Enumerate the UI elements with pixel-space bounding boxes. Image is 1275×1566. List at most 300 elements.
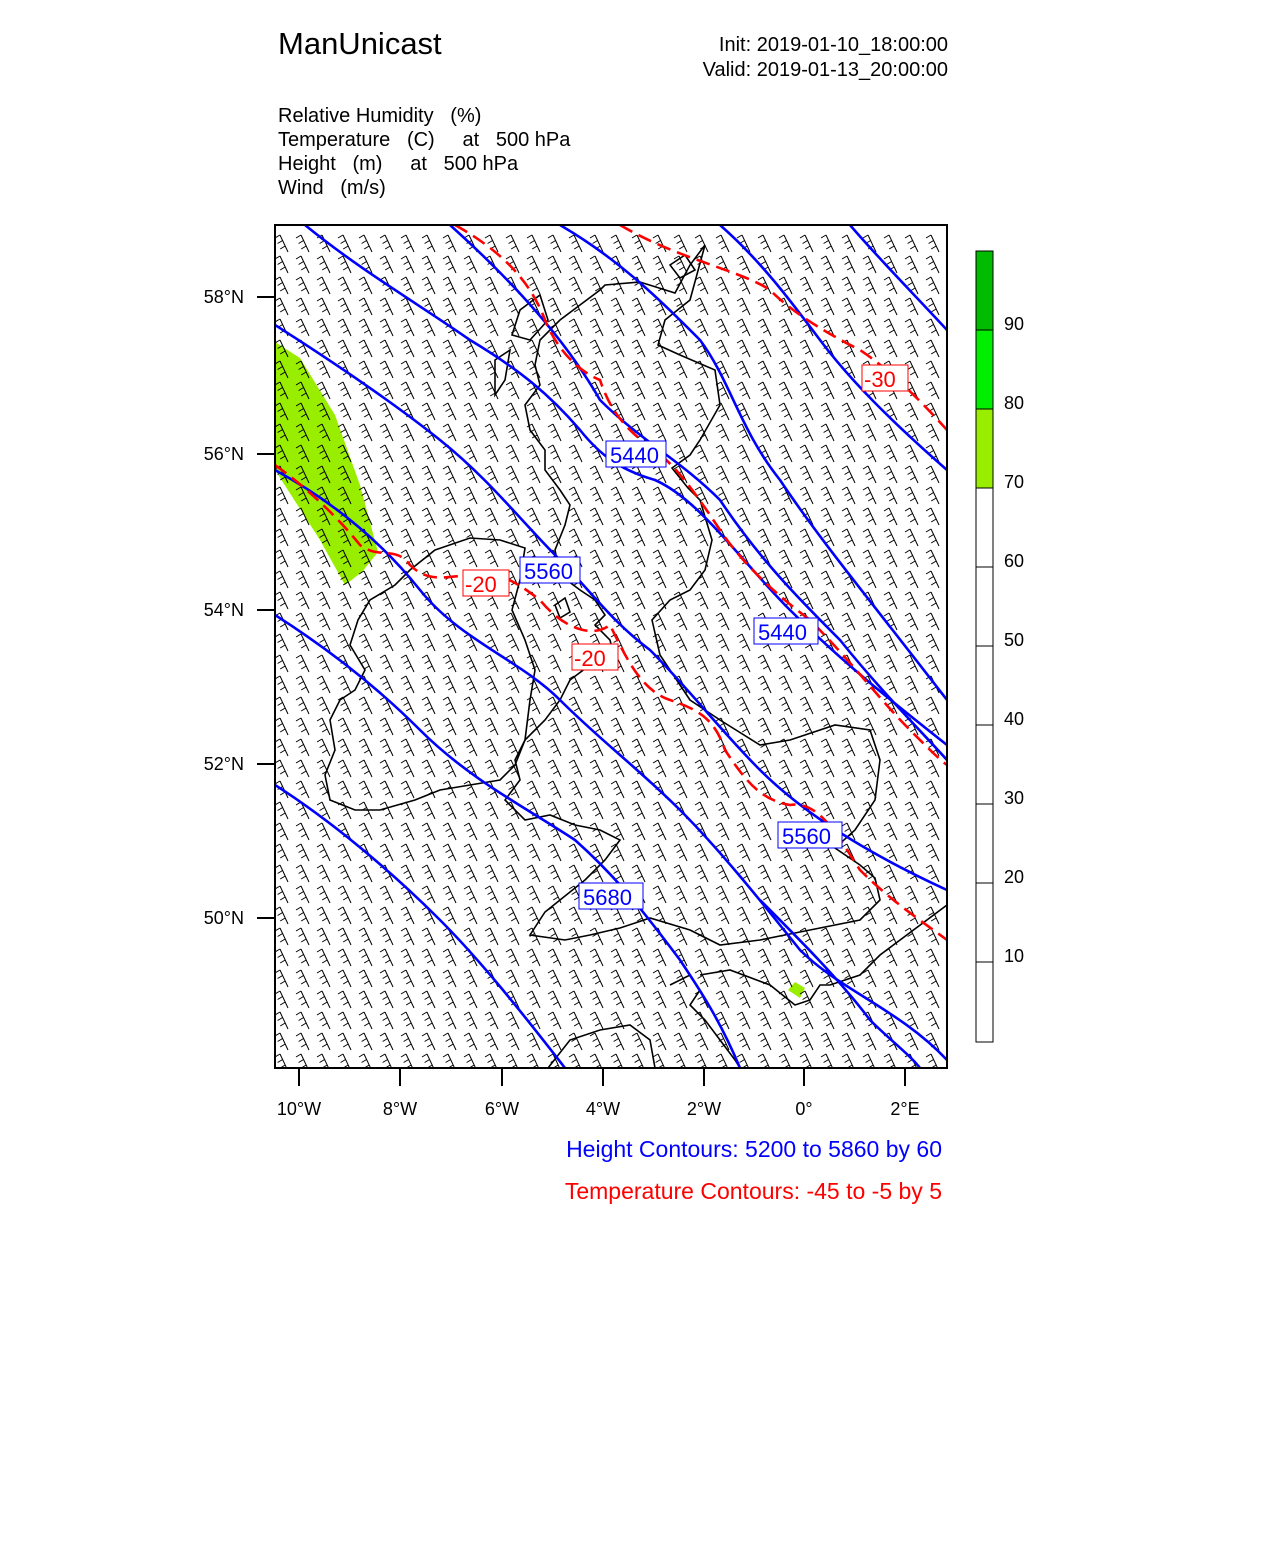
lat-tick-label: 50°N [203, 908, 244, 928]
wind-barb-icon [926, 886, 939, 903]
wind-barb-icon [737, 676, 750, 693]
wind-barb-icon [317, 676, 330, 693]
wind-barb-icon [443, 256, 456, 273]
wind-barb-icon [611, 760, 624, 777]
wind-barb-icon [737, 1033, 750, 1050]
wind-barb-icon [380, 802, 393, 819]
wind-barb-icon [737, 781, 750, 798]
wind-barb-icon [338, 970, 351, 987]
wind-barb-icon [485, 424, 498, 441]
wind-barb-icon [716, 466, 729, 483]
wind-barb-icon [317, 844, 330, 861]
wind-barb-icon [296, 886, 309, 903]
wind-barb-icon [422, 277, 435, 294]
wind-barb-icon [275, 529, 288, 546]
wind-barb-icon [800, 256, 813, 273]
wind-barb-icon [338, 928, 351, 945]
wind-barb-icon [317, 886, 330, 903]
lon-tick-label: 2°W [686, 1099, 722, 1119]
wind-barb-icon [653, 634, 666, 651]
wind-barb-icon [401, 1012, 414, 1029]
wind-barb-icon [611, 382, 624, 399]
wind-barb-icon [401, 865, 414, 882]
wind-barb-icon [401, 613, 414, 630]
wind-barb-icon [422, 760, 435, 777]
field-unit: (m) [352, 153, 383, 175]
wind-barb-icon [506, 487, 519, 504]
wind-barb-icon [296, 319, 309, 336]
wind-barb-icon [590, 298, 603, 315]
wind-barb-icon [527, 865, 540, 882]
wind-barb-icon [380, 613, 393, 630]
wind-barb-icon [653, 802, 666, 819]
wind-barb-icon [569, 802, 582, 819]
colorbar-label: 20 [1004, 867, 1025, 887]
wind-barb-icon [485, 676, 498, 693]
wind-barb-icon [275, 508, 288, 525]
wind-barb-icon [716, 298, 729, 315]
wind-barb-icon [443, 844, 456, 861]
wind-barb-icon [674, 949, 687, 966]
wind-barb-icon [548, 256, 561, 273]
wind-barb-icon [884, 781, 897, 798]
wind-barb-icon [380, 592, 393, 609]
wind-barb-icon [863, 277, 876, 294]
wind-barb-icon [590, 760, 603, 777]
wind-barb-icon [632, 970, 645, 987]
wind-barb-icon [485, 949, 498, 966]
wind-barb-icon [821, 256, 834, 273]
wind-barb-icon [443, 1012, 456, 1029]
wind-barb-icon [821, 1012, 834, 1029]
wind-barb-icon [926, 613, 939, 630]
wind-barb-icon [359, 319, 372, 336]
wind-barb-icon [800, 1012, 813, 1029]
wind-barb-icon [464, 865, 477, 882]
wind-barb-icon [779, 403, 792, 420]
wind-barb-icon [758, 844, 771, 861]
wind-barb-icon [506, 718, 519, 735]
wind-barb-icon [422, 928, 435, 945]
wind-barb-icon [695, 739, 708, 756]
wind-barb-icon [611, 718, 624, 735]
height-label: 5680 [583, 885, 632, 910]
wind-barb-icon [275, 991, 288, 1008]
wind-barb-icon [842, 697, 855, 714]
wind-barb-icon [275, 1012, 288, 1029]
wind-barb-icon [842, 781, 855, 798]
wind-barb-icon [590, 823, 603, 840]
wind-barb-icon [758, 382, 771, 399]
wind-barb-icon [401, 655, 414, 672]
wind-barb-icon [905, 592, 918, 609]
wind-barb-icon [359, 781, 372, 798]
wind-barb-icon [842, 403, 855, 420]
wind-barb-icon [380, 739, 393, 756]
wind-barb-icon [443, 424, 456, 441]
wind-barb-icon [569, 970, 582, 987]
wind-barb-icon [779, 235, 792, 252]
wind-barb-icon [401, 802, 414, 819]
wind-barb-icon [758, 823, 771, 840]
wind-barb-icon [275, 676, 288, 693]
wind-barb-icon [464, 844, 477, 861]
wind-barb-icon [443, 865, 456, 882]
wind-barb-icon [926, 991, 939, 1008]
wind-barb-icon [464, 445, 477, 462]
wind-barb-icon [653, 424, 666, 441]
wind-barb-icon [275, 550, 288, 567]
wind-barb-icon [401, 256, 414, 273]
wind-barb-icon [548, 277, 561, 294]
wind-barb-icon [401, 445, 414, 462]
wind-barb-icon [464, 424, 477, 441]
wind-barb-icon [821, 235, 834, 252]
wind-barb-icon [863, 886, 876, 903]
wind-barb-icon [380, 445, 393, 462]
wind-barb-icon [821, 886, 834, 903]
wind-barb-icon [548, 907, 561, 924]
wind-barb-icon [737, 340, 750, 357]
wind-barb-icon [590, 1012, 603, 1029]
wind-barb-icon [401, 949, 414, 966]
wind-barb-icon [569, 991, 582, 1008]
wind-barb-icon [905, 844, 918, 861]
wind-barb-icon [632, 718, 645, 735]
lon-tick-label: 4°W [585, 1099, 621, 1119]
wind-barb-icon [380, 676, 393, 693]
wind-barb-icon [359, 907, 372, 924]
colorbar-bin [976, 330, 993, 409]
wind-barb-icon [842, 676, 855, 693]
wind-barb-icon [485, 655, 498, 672]
wind-barb-icon [821, 571, 834, 588]
wind-barb-icon [653, 487, 666, 504]
wind-barb-icon [758, 487, 771, 504]
wind-barb-icon [674, 865, 687, 882]
wind-barb-icon [548, 235, 561, 252]
latitude-axis [257, 297, 275, 918]
wind-barb-icon [338, 760, 351, 777]
valid-time: 2019-01-13_20:00:00 [756, 59, 948, 81]
wind-barb-icon [842, 928, 855, 945]
model-name: ManUnicast [278, 26, 442, 61]
wind-barb-icon [569, 781, 582, 798]
wind-barb-icon [821, 487, 834, 504]
wind-barb-icon [443, 907, 456, 924]
wind-barb-icon [506, 739, 519, 756]
wind-barb-icon [359, 928, 372, 945]
coast-orkney [670, 255, 695, 278]
wind-barb-icon [296, 676, 309, 693]
wind-barb-icon [632, 781, 645, 798]
wind-barb-icon [821, 529, 834, 546]
wind-barb-icon [443, 970, 456, 987]
wind-barb-icon [527, 634, 540, 651]
wind-barb-icon [674, 739, 687, 756]
wind-barb-icon [842, 739, 855, 756]
wind-barb-icon [443, 361, 456, 378]
wind-barb-icon [548, 991, 561, 1008]
wind-barb-icon [926, 424, 939, 441]
wind-barb-icon [464, 928, 477, 945]
wind-barb-icon [485, 1012, 498, 1029]
wind-barb-icon [653, 571, 666, 588]
wind-barb-icon [485, 487, 498, 504]
wind-barb-icon [422, 340, 435, 357]
wind-barb-icon [905, 340, 918, 357]
wind-barb-icon [800, 676, 813, 693]
wind-barb-icon [401, 340, 414, 357]
wind-barb-icon [716, 928, 729, 945]
wind-barb-icon [359, 718, 372, 735]
wind-barb-icon [464, 361, 477, 378]
wind-barb-icon [884, 592, 897, 609]
height-contour [275, 470, 947, 1060]
wind-barb-icon [800, 403, 813, 420]
wind-barb-icon [653, 676, 666, 693]
wind-barb-icon [884, 991, 897, 1008]
wind-barb-icon [380, 928, 393, 945]
wind-barb-icon [884, 466, 897, 483]
wind-barb-icon [296, 550, 309, 567]
wind-barb-icon [695, 907, 708, 924]
wind-barb-icon [338, 844, 351, 861]
wind-barb-icon [884, 655, 897, 672]
wind-barb-icon [422, 634, 435, 651]
wind-barb-icon [380, 466, 393, 483]
wind-barb-icon [653, 361, 666, 378]
wind-barb-icon [401, 676, 414, 693]
wind-barb-icon [653, 886, 666, 903]
height-label: 5560 [782, 824, 831, 849]
wind-barb-icon [800, 550, 813, 567]
temperature-label: -30 [864, 367, 896, 392]
wind-barb-icon [401, 382, 414, 399]
wind-barb-icon [800, 655, 813, 672]
wind-barb-icon [485, 760, 498, 777]
wind-barb-icon [905, 655, 918, 672]
wind-barb-icon [821, 277, 834, 294]
colorbar-bin [976, 251, 993, 330]
wind-barb-icon [695, 676, 708, 693]
wind-barb-icon [611, 235, 624, 252]
wind-barb-icon [695, 1033, 708, 1050]
wind-barb-icon [359, 634, 372, 651]
wind-barb-icon [401, 550, 414, 567]
wind-barb-icon [800, 907, 813, 924]
wind-barb-icon [338, 718, 351, 735]
wind-barb-icon [695, 319, 708, 336]
height-label: 5440 [758, 620, 807, 645]
wind-barb-icon [653, 991, 666, 1008]
wind-barb-icon [926, 319, 939, 336]
wind-barb-icon [275, 298, 288, 315]
wind-barb-icon [590, 991, 603, 1008]
wind-barb-icon [695, 298, 708, 315]
wind-barb-icon [527, 319, 540, 336]
wind-barb-icon [905, 529, 918, 546]
wind-barb-icon [548, 298, 561, 315]
wind-barb-icon [569, 382, 582, 399]
wind-barb-icon [695, 781, 708, 798]
wind-barb-icon [569, 403, 582, 420]
wind-barb-icon [695, 403, 708, 420]
init-label: Init: [718, 34, 752, 56]
wind-barb-icon [359, 970, 372, 987]
wind-barb-icon [674, 529, 687, 546]
wind-barb-icon [422, 235, 435, 252]
wind-barb-icon [674, 424, 687, 441]
wind-barb-icon [401, 844, 414, 861]
wind-barb-icon [821, 403, 834, 420]
wind-barb-icon [548, 844, 561, 861]
wind-barb-icon [317, 949, 330, 966]
wind-barb-icon [506, 970, 519, 987]
wind-barb-icon [884, 676, 897, 693]
wind-barb-icon [611, 592, 624, 609]
wind-barb-icon [506, 424, 519, 441]
wind-barb-icon [380, 319, 393, 336]
wind-barb-icon [905, 970, 918, 987]
wind-barb-icon [821, 445, 834, 462]
wind-barb-icon [443, 550, 456, 567]
wind-barb-icon [380, 991, 393, 1008]
wind-barb-icon [632, 592, 645, 609]
wind-barb-icon [779, 886, 792, 903]
wind-barb-icon [296, 823, 309, 840]
wind-barb-icon [275, 655, 288, 672]
wind-barb-icon [506, 382, 519, 399]
wind-barb-icon [716, 886, 729, 903]
wind-barb-icon [674, 970, 687, 987]
wind-barb-icon [926, 1012, 939, 1029]
wind-barb-icon [527, 970, 540, 987]
wind-barb-icon [380, 970, 393, 987]
wind-barb-icon [674, 823, 687, 840]
wind-barb-icon [485, 739, 498, 756]
wind-barb-icon [884, 298, 897, 315]
wind-barb-icon [380, 256, 393, 273]
wind-barb-icon [464, 823, 477, 840]
wind-barb-icon [506, 634, 519, 651]
wind-barb-icon [464, 403, 477, 420]
wind-barb-icon [443, 298, 456, 315]
wind-barb-icon [359, 445, 372, 462]
wind-barb-icon [569, 760, 582, 777]
wind-barb-icon [485, 319, 498, 336]
wind-barb-icon [884, 907, 897, 924]
wind-barb-icon [863, 550, 876, 567]
field-level: at 500 hPa [410, 153, 519, 175]
wind-barb-icon [464, 487, 477, 504]
wind-barb-icon [506, 1033, 519, 1050]
wind-barb-icon [401, 781, 414, 798]
wind-barb-icon [884, 340, 897, 357]
wind-barb-icon [653, 865, 666, 882]
wind-barb-icon [485, 508, 498, 525]
wind-barb-icon [380, 361, 393, 378]
wind-barb-icon [485, 403, 498, 420]
wind-barb-icon [359, 403, 372, 420]
wind-barb-icon [611, 928, 624, 945]
wind-barb-icon [443, 235, 456, 252]
wind-barb-icon [674, 928, 687, 945]
wind-barb-icon [863, 718, 876, 735]
wind-barb-icon [380, 844, 393, 861]
wind-barb-icon [695, 382, 708, 399]
wind-barb-icon [422, 403, 435, 420]
wind-barb-icon [338, 613, 351, 630]
wind-barb-icon [380, 340, 393, 357]
wind-barb-icon [317, 655, 330, 672]
wind-barb-icon [401, 235, 414, 252]
wind-barb-icon [527, 613, 540, 630]
field-name: Temperature [278, 129, 391, 151]
wind-barb-icon [380, 907, 393, 924]
wind-barb-icon [296, 235, 309, 252]
wind-barb-icon [821, 382, 834, 399]
wind-barb-icon [443, 466, 456, 483]
wind-barb-icon [842, 508, 855, 525]
wind-barb-icon [884, 235, 897, 252]
wind-barb-icon [317, 928, 330, 945]
wind-barb-icon [380, 760, 393, 777]
wind-barb-icon [926, 571, 939, 588]
wind-barb-icon [590, 676, 603, 693]
wind-barb-icon [842, 298, 855, 315]
wind-barb-icon [758, 739, 771, 756]
wind-barb-icon [695, 718, 708, 735]
wind-barb-icon [359, 466, 372, 483]
wind-barb-icon [611, 844, 624, 861]
wind-barb-icon [779, 424, 792, 441]
wind-barb-icon [338, 676, 351, 693]
wind-barb-icon [653, 1012, 666, 1029]
wind-barb-icon [548, 508, 561, 525]
wind-barb-icon [632, 739, 645, 756]
wind-barb-icon [506, 466, 519, 483]
longitude-axis [299, 1068, 905, 1086]
wind-barb-icon [926, 949, 939, 966]
lat-tick-label: 56°N [203, 444, 244, 464]
wind-barb-icon [548, 760, 561, 777]
wind-barb-icon [338, 781, 351, 798]
wind-barb-icon [863, 1033, 876, 1050]
height-contour [450, 225, 947, 760]
wind-barb-icon [926, 529, 939, 546]
wind-barb-icon [296, 655, 309, 672]
wind-barb-icon [611, 802, 624, 819]
wind-barb-icon [674, 403, 687, 420]
wind-barb-icon [674, 235, 687, 252]
wind-barb-icon [275, 697, 288, 714]
height-contour [275, 615, 740, 1068]
wind-barb-icon [485, 718, 498, 735]
wind-barb-icon [590, 256, 603, 273]
wind-barb-icon [884, 424, 897, 441]
wind-barb-icon [506, 340, 519, 357]
wind-barb-icon [716, 823, 729, 840]
wind-barb-icon [338, 592, 351, 609]
wind-barb-icon [674, 907, 687, 924]
wind-barb-icon [884, 634, 897, 651]
wind-barb-icon [443, 760, 456, 777]
wind-barb-icon [821, 697, 834, 714]
wind-barb-icon [779, 319, 792, 336]
wind-barb-icon [674, 718, 687, 735]
wind-barb-icon [926, 403, 939, 420]
